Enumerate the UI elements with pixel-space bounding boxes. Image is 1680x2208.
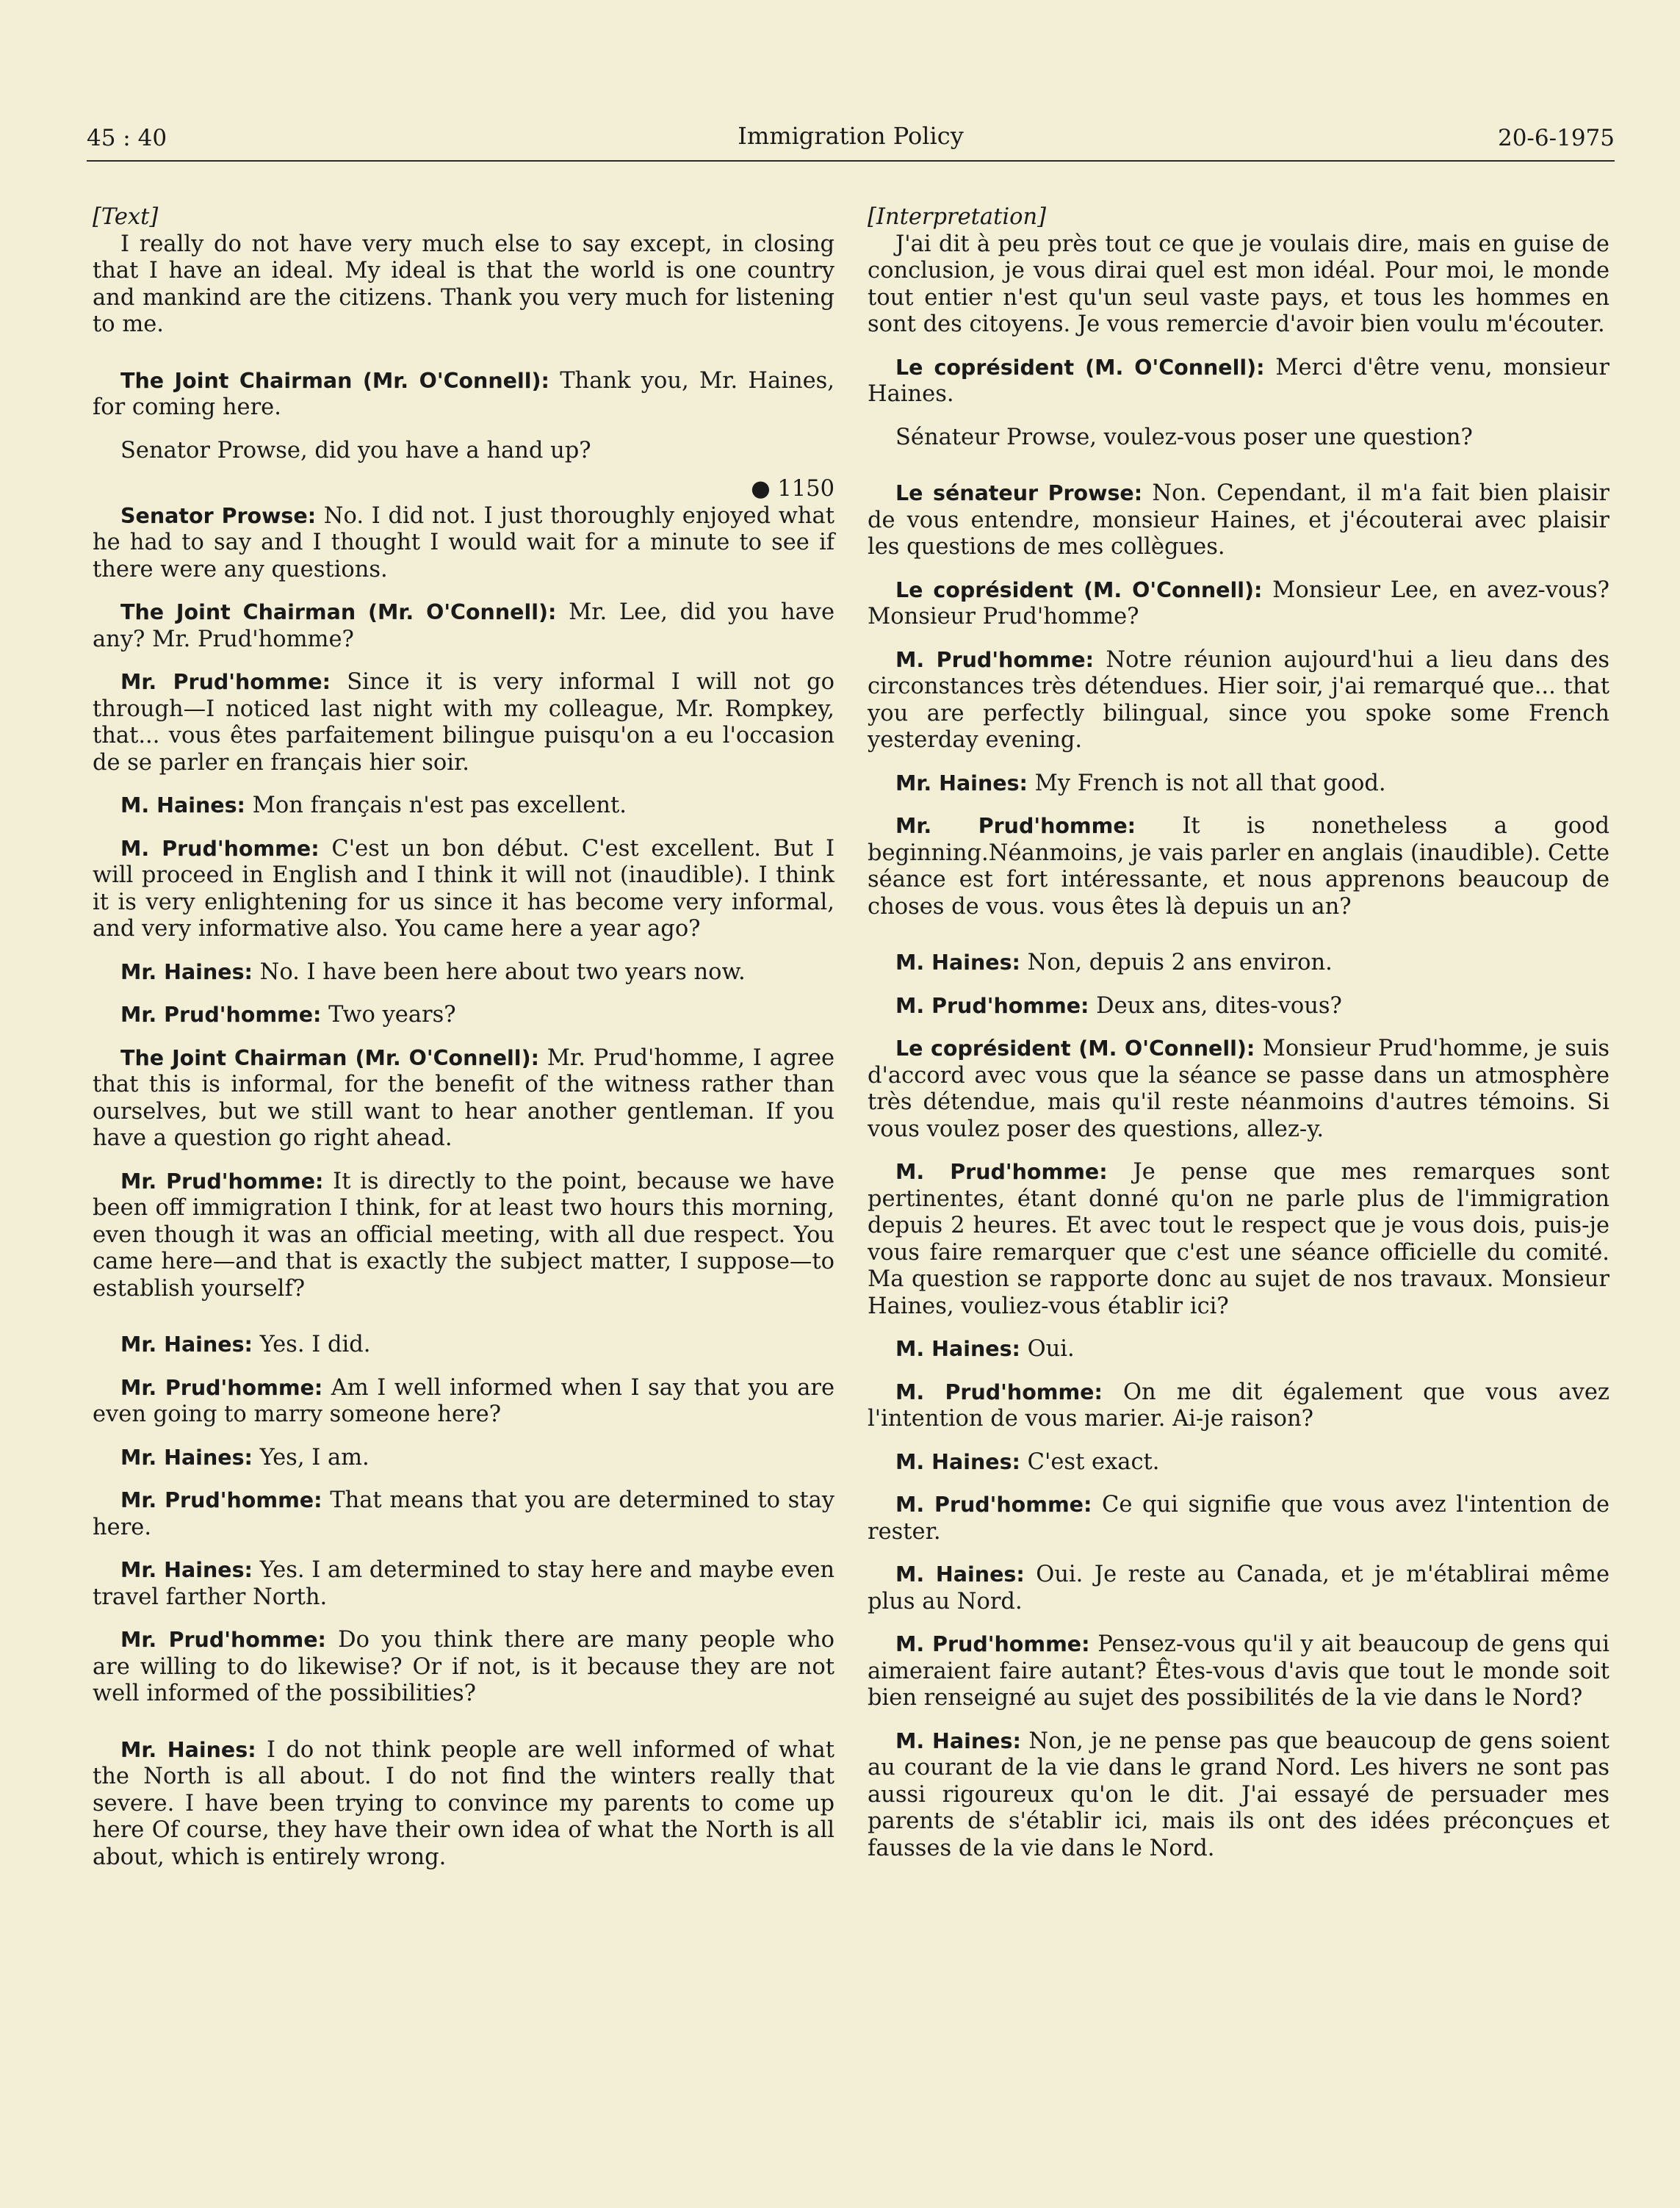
speaker-name: The Joint Chairman (Mr. O'Connell): <box>120 368 549 393</box>
page-title: Immigration Policy <box>738 122 964 150</box>
speech-text: Monsieur Lee, en avez-vous? Monsieur Prud'homme? <box>868 577 1609 629</box>
speaker-name: Le sénateur Prowse: <box>895 481 1143 505</box>
speech-text: Merci d'être venu, monsieur Haines. <box>868 354 1609 407</box>
speaker-name: M. Prud'homme: <box>895 993 1089 1018</box>
speech-text: No. I have been here about two years now. <box>252 959 746 985</box>
speech-text: Je pense que mes remarques sont pertinentes, étant donné qu'on ne parle plus de l'immigration depuis 2 heures. Et avec tout le respect que je vous dois, puis-je vous faire remarquer que c'est une séance officielle du comité. Ma question se rapporte donc au sujet de nos travaux. Monsieur Haines, vouliez-vous établir ici? <box>868 1159 1609 1319</box>
page-header <box>87 118 1615 162</box>
speech-paragraph <box>868 1336 1609 1363</box>
speech-paragraph <box>93 1045 834 1152</box>
speaker-name: M. Prud'homme: <box>895 1493 1092 1517</box>
intro-paragraph: I really do not have very much else to say except, in closing that I have an ideal. My ideal is that the world is one country and mankind are the citizens. Thank you very much for listening to me. <box>93 231 834 337</box>
speech-text: C'est un bon début. C'est excellent. But I will proceed in English and I think it will not (inaudible). I think it is very enlightening for us since it has become very informal, and very informative also. You came here a year ago? <box>93 835 834 942</box>
speech-text: Mr. Prud'homme, I agree that this is informal, for the benefit of the witness rather than ourselves, but we still want to hear another gentleman. If you have a question go right ahead. <box>93 1045 834 1151</box>
speaker-name: M. Haines: <box>895 1449 1020 1474</box>
speaker-name: Le coprésident (M. O'Connell): <box>895 1036 1255 1061</box>
speaker-name: Mr. Prud'homme: <box>895 814 1136 838</box>
speech-text: Oui. <box>1020 1336 1075 1362</box>
speech-text: Mon français n'est pas excellent. <box>245 793 627 818</box>
speaker-name: M. Prud'homme: <box>895 1632 1090 1656</box>
speech-paragraph <box>868 993 1609 1020</box>
speech-text: Am I well informed when I say that you are even going to marry someone here? <box>93 1374 835 1427</box>
speech-text: Thank you, Mr. Haines, for coming here. <box>93 367 834 420</box>
section-label: [Interpretation] <box>868 204 1046 230</box>
speaker-name: Senator Prowse: <box>120 503 317 528</box>
speaker-name: Mr. Prud'homme: <box>120 1488 322 1512</box>
page-date: 20-6-1975 <box>1497 125 1615 151</box>
speaker-name: Mr. Haines: <box>120 1558 253 1582</box>
speaker-name: Mr. Haines: <box>895 771 1028 795</box>
speaker-name: M. Haines: <box>895 950 1020 975</box>
section-label: [Text] <box>93 204 159 230</box>
speech-text: Non. Cependant, il m'a fait bien plaisir de vous entendre, monsieur Haines, et j'écouterai avec plaisir les questions de mes collègues. <box>868 480 1609 560</box>
speech-paragraph <box>93 599 834 653</box>
speaker-name: Mr. Prud'homme: <box>120 670 331 694</box>
speaker-name: M. Haines: <box>895 1337 1020 1361</box>
speech-text: That means that you are determined to stay here. <box>93 1487 834 1540</box>
speech-text: Since it is very informal I will not go through—I noticed last night with my colleague, Mr. Rompkey, that... vous êtes parfaitement bilingue puisqu'on a eu l'occasion de se parler en français hier soir. <box>93 669 834 776</box>
french-column <box>868 204 1609 1862</box>
speech-paragraph <box>93 503 834 584</box>
speaker-name: M. Prud'homme: <box>895 647 1095 672</box>
speech-paragraph <box>93 1169 834 1303</box>
speaker-name: Mr. Haines: <box>120 1737 256 1762</box>
speech-text: It is nonetheless a good beginning.Néanmoins, je vais parler en anglais (inaudible). Cette séance est fort intéressante, et nous apprenons beaucoup de choses de vous. vous êtes là depuis un an? <box>868 813 1609 920</box>
speech-text: Mr. Lee, did you have any? Mr. Prud'homme? <box>93 599 834 652</box>
speech-paragraph <box>868 577 1609 631</box>
speech-text: Two years? <box>321 1002 456 1028</box>
speech-paragraph <box>868 950 1609 977</box>
speaker-name: M. Prud'homme: <box>895 1160 1108 1184</box>
speech-text: Yes. I did. <box>252 1332 371 1357</box>
speaker-name: Le coprésident (M. O'Connell): <box>895 355 1265 380</box>
intro-paragraph: J'ai dit à peu près tout ce que je voulais dire, mais en guise de conclusion, je vous dirai quel est mon idéal. Pour moi, le monde tout entier n'est qu'un seul vaste pays, et tous les hommes en sont des citoyens. Je vous remercie d'avoir bien voulu m'écouter. <box>868 231 1609 337</box>
speech-paragraph <box>93 793 834 820</box>
speech-text: Non, depuis 2 ans environ. <box>1020 950 1333 975</box>
speaker-name: M. Haines: <box>895 1728 1021 1753</box>
speech-text: It is directly to the point, because we have been off immigration I think, for at least two hours this morning, even though it was an official meeting, with all due respect. You came here—and that is exactly the subject matter, I suppose—to establish yourself? <box>93 1168 834 1302</box>
speech-text: Yes. I am determined to stay here and maybe even travel farther North. <box>93 1557 835 1610</box>
speech-paragraph <box>93 1332 834 1359</box>
speech-paragraph <box>868 647 1609 754</box>
speaker-name: Mr. Prud'homme: <box>120 1628 326 1652</box>
speech-paragraph: Sénateur Prowse, voulez-vous poser une question? <box>895 424 1473 450</box>
speaker-name: M. Prud'homme: <box>120 836 320 861</box>
speaker-name: Mr. Haines: <box>120 1332 253 1357</box>
speech-paragraph <box>93 1445 834 1472</box>
speech-text: Notre réunion aujourd'hui a lieu dans des circonstances très détendues. Hier soir, j'ai remarqué que... that you are perfectly bilingual, since you spoke some French yesterday evening. <box>868 646 1609 753</box>
speaker-name: M. Haines: <box>120 793 245 818</box>
speaker-name: Le coprésident (M. O'Connell): <box>895 577 1263 602</box>
speech-text: Monsieur Prud'homme, je suis d'accord avec vous que la séance se passe dans un atmosphère très détendue, mais qu'il reste néanmoins d'autres témoins. Si vous voulez poser des questions, allez-y. <box>868 1036 1609 1142</box>
speech-text: Deux ans, dites-vous? <box>1089 992 1342 1019</box>
speech-text: Yes, I am. <box>252 1444 369 1471</box>
speech-paragraph <box>868 1492 1609 1545</box>
speech-text: No. I did not. I just thoroughly enjoyed what he had to say and I thought I would wait for a minute to see if there were any questions. <box>93 502 834 582</box>
speaker-name: M. Prud'homme: <box>895 1379 1103 1404</box>
speech-paragraph <box>93 959 834 986</box>
time-marker: ● 1150 <box>751 476 834 502</box>
speech-paragraph <box>93 1627 834 1708</box>
speech-paragraph <box>868 813 1609 920</box>
speaker-name: The Joint Chairman (Mr. O'Connell): <box>120 1045 539 1070</box>
speaker-name: M. Haines: <box>895 1562 1025 1587</box>
speech-text: Non, je ne pense pas que beaucoup de gens soient au courant de la vie dans le grand Nord. Les hivers ne sont pas aussi rigoureux qu'on le dit. J'ai essayé de persuader mes parents de s'établir ici, mais ils ont des idées préconçues et fausses de la vie dans le Nord. <box>868 1728 1609 1861</box>
speech-paragraph <box>868 355 1609 408</box>
speech-text: I do not think people are well informed of what the North is all about. I do not find the winters really that severe. I have been trying to convince my parents to come up here Of course, they have their own idea of what the North is all about, which is entirely wrong. <box>93 1736 834 1870</box>
speech-paragraph <box>93 1002 834 1029</box>
speech-paragraph <box>93 1557 834 1611</box>
speaker-name: The Joint Chairman (Mr. O'Connell): <box>120 600 557 624</box>
speech-paragraph <box>93 836 834 943</box>
page-number: 45 : 40 <box>87 125 167 151</box>
speech-text: My French is not all that good. <box>1027 770 1386 796</box>
speech-paragraph <box>868 1379 1609 1433</box>
speech-text: On me dit également que vous avez l'intention de vous marier. Ai-je raison? <box>868 1379 1609 1432</box>
header-rule <box>87 160 1615 162</box>
speech-paragraph <box>868 480 1609 561</box>
speech-paragraph <box>868 1449 1609 1476</box>
speech-text: C'est exact. <box>1020 1448 1160 1475</box>
speech-paragraph <box>93 368 834 422</box>
speaker-name: Mr. Prud'homme: <box>120 1375 323 1400</box>
speaker-name: Mr. Prud'homme: <box>120 1169 324 1194</box>
speech-paragraph <box>93 669 834 776</box>
speech-paragraph <box>868 1159 1609 1320</box>
speech-paragraph: Senator Prowse, did you have a hand up? <box>120 437 591 463</box>
speech-text: Oui. Je reste au Canada, et je m'établirai même plus au Nord. <box>868 1562 1609 1614</box>
speech-paragraph <box>868 1036 1609 1143</box>
speaker-name: Mr. Prud'homme: <box>120 1003 322 1027</box>
speech-paragraph <box>93 1487 834 1541</box>
speech-paragraph <box>868 1631 1609 1712</box>
english-column <box>93 204 834 1871</box>
speech-text: Ce qui signifie que vous avez l'intention de rester. <box>868 1492 1609 1545</box>
speech-text: Pensez-vous qu'il y ait beaucoup de gens qui aimeraient faire autant? Êtes-vous d'avis que tout le monde soit bien renseigné au sujet des possibilités de la vie dans le Nord? <box>868 1631 1609 1711</box>
speech-paragraph <box>868 771 1609 798</box>
speech-paragraph <box>868 1562 1609 1615</box>
speaker-name: Mr. Haines: <box>120 1445 253 1470</box>
speaker-name: Mr. Haines: <box>120 959 253 984</box>
speech-paragraph <box>93 1375 834 1429</box>
speech-paragraph <box>868 1728 1609 1863</box>
speech-paragraph <box>93 1737 834 1872</box>
speech-text: Do you think there are many people who are willing to do likewise? Or if not, is it because they are not well informed of the possibilities? <box>93 1627 834 1706</box>
